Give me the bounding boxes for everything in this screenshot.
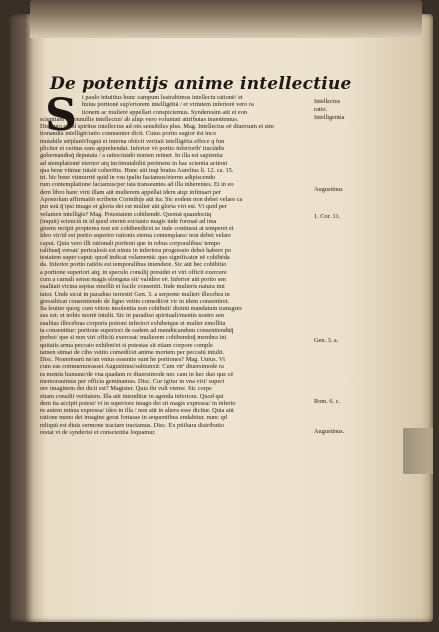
text-line: memorauimus per officia geminamus. Disc. Cur igitur in vna viri/ superi <box>40 377 225 385</box>
text-line: put suū q̄ ipsi imago et gloria dei est mulier aūt gloria viri est. Vt quid per <box>40 203 227 211</box>
text-line: re autem minus expressa/ ideo in illa / non aūt in altera esse dicitur. Quia aūt <box>40 407 234 415</box>
text-line: velamen intelligis? Mag. Potestatem cohibendē. Quomā quandocūq <box>40 210 212 218</box>
text-line: ore imaginem dei dicit est? Magister. Quia ibi vult vteme. Sic corpe <box>40 385 212 393</box>
text-line: Apostolum affirmatiō scribens Corinthijs aūt ita: Sīc eodem non debet velare ca <box>40 195 243 203</box>
text-line: rum contemplatione faciamus/per ista transeuntes ad illa inherentes. Et in eo <box>40 181 234 189</box>
text-line: testatem super caput: quod indicat velamentū: quo significatur eē cohibēda <box>40 254 230 262</box>
text-line: Ideo vir/id est portio superior rationis eterna contemplans/ non debet velare <box>40 232 231 240</box>
page-title: De potentijs anime intellectiue <box>50 74 352 94</box>
text-line: a portione superiori atq; in speculo consilij presidet et viri officii exercere <box>40 268 227 276</box>
text-line: etiam consilii veritatem. Illa aūt intenditur in agenda inferiora. Quod qui <box>40 392 224 400</box>
text-line: mutabile stēplanō/fugnā et interna obiicit veritati intelligētia effece q fun <box>40 137 225 145</box>
body-text <box>40 90 312 614</box>
text-line: ratione meno dei imagine gerat fortasse in sequentibus endabitur. nunc qd <box>40 414 227 422</box>
text-line: i paulo intuitius hunc campum lustrabimus intellectu rationē/ et <box>82 94 243 101</box>
margin-note-augustinus-2: Augustinus. <box>314 428 345 435</box>
text-line: dem ita accipit potest/ vt in superiore imago dei sit magis expressa/ in inferio <box>40 399 236 407</box>
margin-note-genesis: Gen. 3. a. <box>314 337 339 344</box>
text-line: tator. Unde sicut in paradiso terrestri Gen. 3. a serpente mulieri illecebra in <box>40 290 230 298</box>
text-line: ad stemplationē eternor atq incōmutabiliū pertinens in hac scientia actioni <box>40 159 228 167</box>
text-line: tionandia intelligit/ratio connuenter dicit. Cuius portio sugior ēst inco <box>40 130 217 138</box>
margin-note-ratio: ratio. <box>314 106 328 113</box>
margin-note-corinthians: 1. Cor. 11. <box>314 213 341 220</box>
text-line: huius portionē sup'eriorem intelligētiā / et virtutem inferiorē vero ra <box>82 101 254 109</box>
text-lines <box>40 90 312 436</box>
text-line: prebet/ que si non viri officiū exerceat/ mulierem cohibendoq̄ membra ini <box>40 334 227 342</box>
text-line: tri. hic bene vtimurrtē quid in vsu tpaliu faciamus/eterno adipiscendo <box>40 174 216 182</box>
text-line: gressibicat consentiendo de ligno vetito comedit/et vir in idem consentiret. <box>40 297 230 305</box>
text-line: Ita leuiter quoq; cum vētois insolentia non cohibuit/ diuinū mandatum transgres <box>40 305 242 313</box>
text-line: Dic ergo quod spiritus intellectus ad oēs sensibiles plus. Mag. Intellectus eē diuersum et sim <box>40 123 274 131</box>
text-line: pliciter et certius eam apprehendat. Inferior vō portio inferiorib' tractādis <box>40 144 225 152</box>
text-line: Disc. Nouerēsarū ne/an vnius essentie sunt he portiones? Mag. Unius. Vt <box>40 356 226 364</box>
text-line: caput. Quia vero illi rationali portioni que in rebus corporalibus/ tempo <box>40 239 221 247</box>
text-line: qua bene vtimur trāsiē coherētis. Hunc aūt inqt bratus Aurelius li. 12. ca. 15. <box>40 166 234 174</box>
text-line: restat vt de synderisi et conscientia loquamur. <box>40 428 156 436</box>
text-line: gubernandisq̄ deputata / a ratiocinādo nomen retinet. In illa est sapientia <box>40 152 223 160</box>
text-line: (inquit) scienciā in id quod eternū est/tanto magis inde formaē ad ima <box>40 217 217 225</box>
margin-note-intellectus: Intellectus <box>314 98 341 105</box>
text-line: cum a carnali sensu magis elongata sit/ validior eē. Inferior aūt portio sen <box>40 276 227 284</box>
text-line: ralibusq̄ versat/ periculosū est nimis in inferiora progressio debet habere po <box>40 246 231 254</box>
text-line: tionem ac mulierē appellari conspiciemus. Synderesim aūt et eon <box>82 108 248 116</box>
text-line: ra mentis humane/de vna quadam re diuersimode nec cam in hec duo que cē <box>40 370 234 378</box>
text-line: reliquū est diuis sermone tractare tractamus. Disc. Ex ptiibara distributio <box>40 421 225 429</box>
margin-note-romans: Rom. 6. c. <box>314 398 341 405</box>
text-line: ginem recipit propterea non est cohibendū/et se inde contineat at temperet et <box>40 225 234 233</box>
text-line: sualitas illecebras corporis potioni inferiori exhibetque et mulier emollita <box>40 319 226 327</box>
text-line: tamen sūmat de cibo vetito comedit/et anime mortem per peccatū intulit. <box>40 348 225 356</box>
text-line: cum eas commemorasset Augustinus/subiunxit: Cum vtr' diuersimode ra <box>40 363 224 371</box>
margin-note-intelligentia: Intelligentia <box>314 114 345 121</box>
text-line: ta consentitur: portione superiori de eadem ad mandūcandum consentiendūq̄ <box>40 327 234 334</box>
text-line: quitatis arma peccato exhibet/et si potestas sit etiam corpore comple <box>40 341 213 349</box>
text-line: dem libro hanc virū illam aūt mulierem appellat idem atqz infinuari per <box>40 188 221 196</box>
text-line: scientiam a nonnullis intellectui/ ab aliqs vero voluntati attributas inueniemus. <box>40 115 239 123</box>
text-line: sualitati vicina sepius emollit et facile consentit. Inde mulieris natura imi <box>40 283 225 291</box>
text-line: sus est: et nobis mortē intulit. Sic in paradiso spirituali/mentis nostre sen <box>40 312 224 320</box>
page-tab <box>403 428 433 474</box>
text-line: da. Inferior portio ratiōis est temporalibus intendere. Sic aūt hec cohibitio <box>40 261 227 269</box>
decorated-initial: S <box>45 90 77 141</box>
margin-note-augustinus: Augustinus <box>314 186 343 193</box>
